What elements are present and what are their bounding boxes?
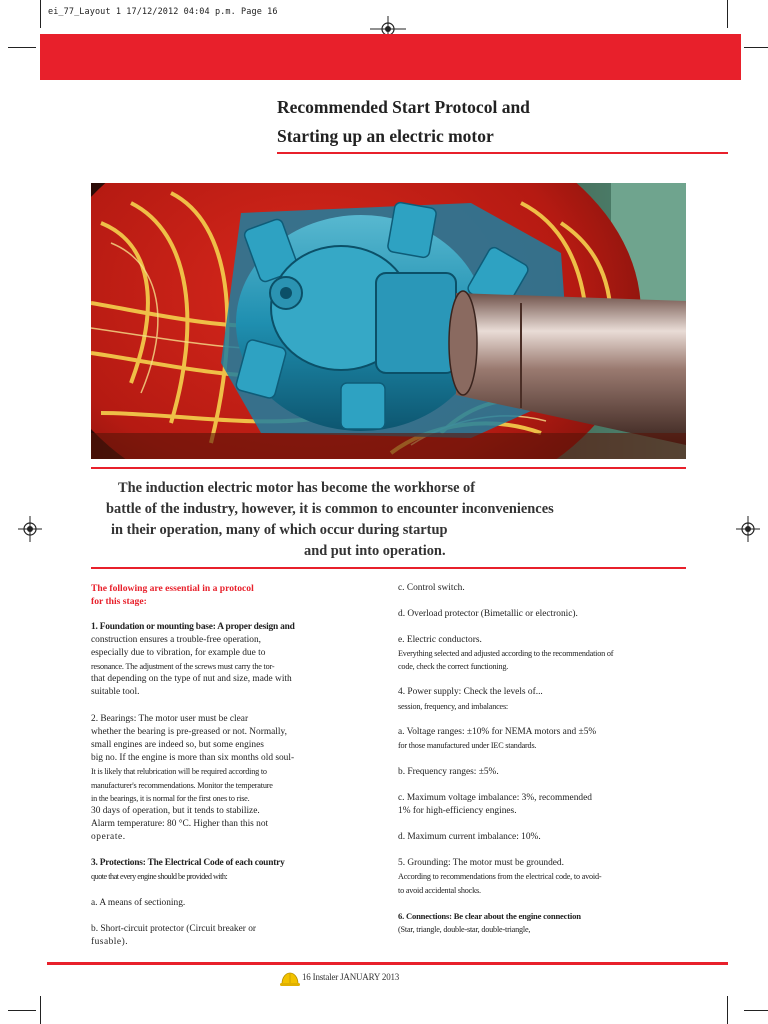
body-line: 4. Power supply: Check the levels of...: [398, 687, 543, 697]
crop-mark-tr-v: [727, 0, 728, 28]
registration-mark-left-icon: [18, 516, 42, 542]
body-line: 3. Protections: The Electrical Code of each country: [91, 858, 285, 868]
crop-mark-br-h: [744, 1010, 768, 1011]
body-line: construction ensures a trouble-free operation,: [91, 635, 261, 645]
registration-mark-right-icon: [736, 516, 760, 542]
body-line: small engines are indeed so, but some engines: [91, 740, 264, 750]
crop-mark-tl-v: [40, 0, 41, 28]
body-line: 5. Grounding: The motor must be grounded.: [398, 858, 564, 868]
body-line: b. Frequency ranges: ±5%.: [398, 767, 499, 777]
body-line: It is likely that relubrication will be required according to: [91, 767, 267, 776]
body-line: a. Voltage ranges: ±10% for NEMA motors and ±5%: [398, 727, 597, 737]
body-line: 6. Connections: Be clear about the engine connection: [398, 911, 581, 921]
body-line: 1. Foundation or mounting base: A proper design and: [91, 622, 295, 632]
body-line: b. Short-circuit protector (Circuit breaker or: [91, 924, 257, 934]
body-line: c. Control switch.: [398, 583, 465, 593]
body-line: (Star, triangle, double-star, double-triangle,: [398, 925, 531, 934]
lead-line: in their operation, many of which occur during startup: [111, 522, 448, 538]
body-line: whether the bearing is pre-greased or not. Normally,: [91, 727, 287, 737]
crop-mark-tl-h: [8, 47, 36, 48]
body-line: that depending on the type of nut and size, made with: [91, 674, 292, 684]
article-title-line-1: Recommended Start Protocol and: [277, 97, 530, 117]
body-line: Everything selected and adjusted according to the recommendation of: [398, 649, 614, 658]
body-line: especially due to vibration, for example due to: [91, 648, 266, 658]
crop-mark-tr-h: [744, 47, 768, 48]
lead-line: The induction electric motor has become the workhorse of: [118, 480, 476, 496]
body-line: d. Maximum current imbalance: 10%.: [398, 832, 541, 842]
lead-line: and put into operation.: [304, 543, 446, 559]
footer-text: 16 Instaler JANUARY 2013: [302, 972, 400, 982]
body-line: 1% for high-efficiency engines.: [398, 806, 517, 816]
body-line: c. Maximum voltage imbalance: 3%, recommended: [398, 793, 592, 803]
body-line: e. Electric conductors.: [398, 635, 482, 645]
crop-mark-br-v: [727, 996, 728, 1024]
protocol-heading: The following are essential in a protocol: [91, 583, 254, 594]
body-line: a. A means of sectioning.: [91, 898, 186, 908]
body-line: 2. Bearings: The motor user must be clear: [91, 714, 249, 724]
body-line: 30 days of operation, but it tends to stabilize.: [91, 806, 260, 816]
body-line: manufacturer's recommendations. Monitor the temperature: [91, 781, 273, 790]
body-line: big no. If the engine is more than six months old soul-: [91, 753, 295, 763]
protocol-heading: for this stage:: [91, 596, 147, 607]
hard-hat-icon: [280, 972, 300, 988]
right-column: [398, 0, 698, 1024]
left-column: [91, 0, 316, 1024]
body-line: in the bearings, it is normal for the first ones to rise.: [91, 794, 250, 803]
body-line: session, frequency, and imbalances:: [398, 702, 509, 711]
footer-rule: [47, 962, 728, 965]
crop-mark-bl-h: [8, 1010, 36, 1011]
body-line: quote that every engine should be provided with:: [91, 872, 228, 881]
body-line: operate.: [91, 832, 126, 842]
body-line: to avoid accidental shocks.: [398, 886, 481, 895]
article-title-line-2: Starting up an electric motor: [277, 126, 494, 146]
body-line: suitable tool.: [91, 687, 140, 697]
body-line: for those manufactured under IEC standards.: [398, 741, 537, 750]
body-line: According to recommendations from the electrical code, to avoid-: [398, 872, 602, 881]
crop-mark-bl-v: [40, 996, 41, 1024]
body-line: fusable).: [91, 937, 129, 947]
lead-line: battle of the industry, however, it is common to encounter inconveniences: [106, 501, 554, 517]
body-line: Alarm temperature: 80 °C. Higher than this not: [91, 819, 269, 829]
body-line: code, check the correct functioning.: [398, 662, 509, 671]
body-line: resonance. The adjustment of the screws must carry the tor-: [91, 662, 275, 671]
body-line: d. Overload protector (Bimetallic or electronic).: [398, 609, 578, 619]
printer-slug: ei_77_Layout 1 17/12/2012 04:04 p.m. Page 16: [48, 7, 278, 17]
